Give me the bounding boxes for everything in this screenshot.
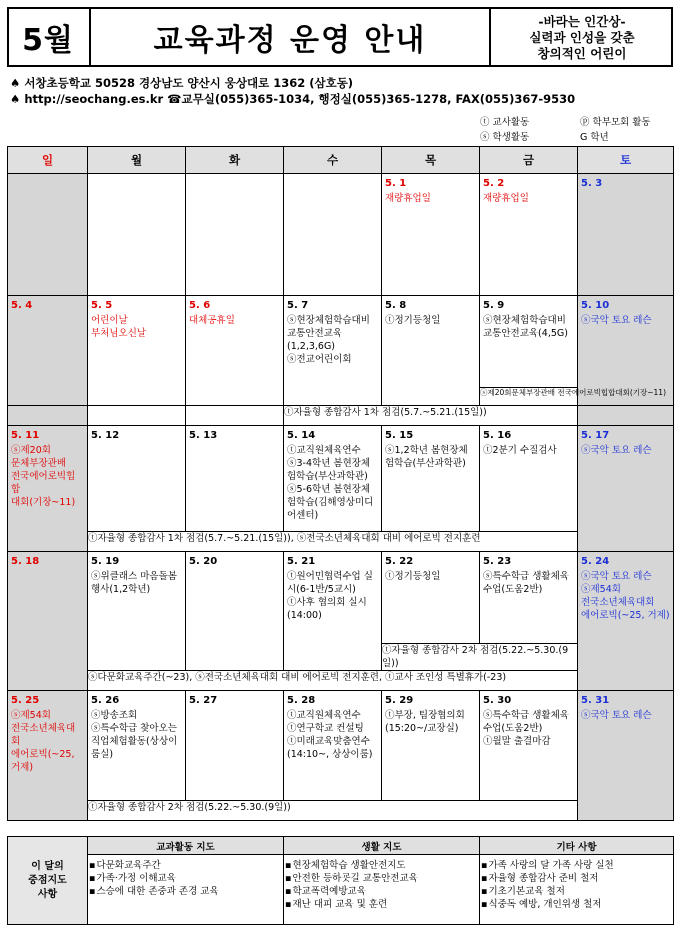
day-event: 거제): [11, 762, 34, 773]
day-event: 대체공휴일: [189, 315, 235, 326]
day-cell: [284, 296, 382, 406]
day-cell: [382, 174, 480, 296]
day-event: ⓢ전교어린이회: [287, 354, 352, 365]
spacer-cell: [578, 406, 674, 426]
day-cell: [578, 552, 674, 691]
day-event: 전국소년체육대회: [11, 723, 76, 747]
day-event: ⓣ정기등청일: [385, 571, 441, 582]
weekday-mon: 월: [88, 147, 186, 174]
day-number: 5. 26: [91, 695, 120, 706]
day-number: 5. 29: [385, 695, 414, 706]
week-row: [8, 552, 674, 644]
guidance-label-line: 이 달의: [31, 860, 64, 872]
spade-icon: ♠: [10, 76, 21, 90]
guidance-item: ▪ 자율형 종합감사 준비 철저: [490, 872, 673, 885]
week-row: [8, 174, 674, 296]
day-cell: [284, 426, 382, 532]
legend: [480, 115, 680, 145]
day-number: 5. 6: [189, 300, 211, 311]
day-event: 전국소년체육대회: [581, 597, 655, 608]
day-event: ⓢ방송조회: [91, 710, 138, 721]
guidance-item: ▪ 가족·가정 이해교육: [98, 872, 283, 885]
day-event: ⓢ3-4학년 봄현장체험학습(부산과학관): [287, 458, 371, 482]
day-cell: [186, 174, 284, 296]
day-event: ⓢ국악 토요 레슨: [581, 571, 652, 582]
note-row: [8, 532, 674, 552]
motto-line: 창의적인 어린이: [537, 46, 627, 61]
day-cell: [186, 296, 284, 406]
day-event: ⓣ사후 협의회 실시(14:00): [287, 597, 367, 621]
day-event: ⓣ부장, 팀장협의회(15:20~/교장실): [385, 710, 465, 734]
day-event: ⓢ제20회: [11, 445, 51, 456]
day-cell: [284, 174, 382, 296]
week-row: [8, 691, 674, 801]
spacer-cell: [8, 406, 88, 426]
monthly-guidance: [7, 836, 674, 925]
day-number: 5. 16: [483, 430, 512, 441]
weekday-sun: 일: [8, 147, 88, 174]
day-event: ⓢ제54회: [581, 584, 621, 595]
guidance-item: ▪ 식중독 예방, 개인위생 철저: [490, 898, 673, 911]
day-event: ⓣ미래교육맞춤연수(14:10~, 상상이룸): [287, 736, 373, 760]
day-number: 5. 8: [385, 300, 407, 311]
day-cell: [8, 426, 88, 552]
day-event: 에어로빅(~25, 거제): [581, 610, 670, 621]
period-note: ⓣ자율형 종합감사 1차 점검(5.7.~5.21.(15일)): [284, 406, 578, 426]
week-row: [8, 426, 674, 532]
day-event: ⓢ현장체험학습대비교통안전교육(4,5G): [483, 315, 568, 339]
day-event: ⓢ국악 토요 레슨: [581, 710, 652, 721]
day-cell: [382, 426, 480, 532]
guidance-column-title: 기타 사항: [480, 837, 674, 855]
day-cell: [8, 174, 88, 296]
legend-parent: ⓟ 학부모회 활동: [580, 117, 651, 128]
day-cell: [578, 174, 674, 296]
note-row: [8, 671, 674, 691]
day-event: ⓢ특수학급 생활체육수업(도움2반): [483, 571, 569, 595]
guidance-list: [284, 855, 480, 925]
day-number: 5. 7: [287, 300, 309, 311]
day-cell: [578, 426, 674, 552]
day-number: 5. 19: [91, 556, 120, 567]
day-event: 문체부장관배: [11, 458, 67, 469]
day-number: 5. 20: [189, 556, 218, 567]
day-number: 5. 28: [287, 695, 316, 706]
spade-icon: ♠: [10, 92, 21, 106]
day-number: 5. 18: [11, 556, 40, 567]
weekday-tue: 화: [186, 147, 284, 174]
period-note: ⓢ제20회문체부장관배 전국에어로빅힙합대회(기장~11): [480, 388, 674, 406]
day-cell: [284, 691, 382, 801]
day-number: 5. 17: [581, 430, 610, 441]
day-event: 에어로빅(~25,: [11, 749, 75, 760]
guidance-item: ▪ 다문화교육주간: [98, 859, 283, 872]
guidance-label-line: 사항: [37, 888, 58, 900]
day-number: 5. 1: [385, 178, 407, 189]
day-cell: [88, 691, 186, 801]
note-row: [8, 406, 674, 426]
day-cell: [480, 426, 578, 532]
day-number: 5. 21: [287, 556, 316, 567]
day-cell: [8, 296, 88, 406]
calendar-table: [7, 146, 674, 821]
day-event: 전국에어로빅힙합: [11, 471, 76, 495]
legend-student: ⓢ 학생활동: [480, 132, 530, 143]
day-event: ⓣ정기등청일: [385, 315, 441, 326]
period-note: ⓢ다문화교육주간(~23), ⓢ전국소년체육대회 대비 에어로빅 전지훈련, ⓣ교사 조인성 특별휴가(-23): [88, 671, 578, 691]
day-cell: [88, 552, 186, 671]
day-cell: [382, 296, 480, 406]
day-number: 5. 12: [91, 430, 120, 441]
day-event: ⓣ원어민협력수업 실시(6-1반/5교시): [287, 571, 373, 595]
day-event: 재량휴업일: [483, 193, 529, 204]
day-number: 5. 31: [581, 695, 610, 706]
period-note: ⓣ자율형 종합감사 2차 점검(5.22.~5.30.(9일)): [382, 644, 578, 671]
guidance-item: ▪ 스승에 대한 존중과 존경 교육: [98, 885, 283, 898]
day-event: 부처님오신날: [91, 328, 147, 339]
page-title: 교육과정 운영 안내: [91, 7, 491, 67]
guidance-item: ▪ 학교폭력예방교육: [294, 885, 479, 898]
day-cell: [480, 296, 578, 388]
day-number: 5. 25: [11, 695, 40, 706]
day-number: 5. 22: [385, 556, 414, 567]
motto-line: 실력과 인성을 갖춘: [529, 30, 635, 45]
day-cell: [578, 691, 674, 821]
day-number: 5. 9: [483, 300, 505, 311]
day-cell: [480, 552, 578, 644]
weekday-header-row: [8, 147, 674, 174]
day-event: ⓣ월말 출결마감: [483, 736, 551, 747]
day-cell: [8, 691, 88, 821]
weekday-sat: 토: [578, 147, 674, 174]
week-row: [8, 296, 674, 388]
weekday-wed: 수: [284, 147, 382, 174]
legend-grade: G 학년: [580, 132, 609, 143]
day-number: 5. 4: [11, 300, 33, 311]
day-event: ⓢ특수학급 생활체육수업(도움2반): [483, 710, 569, 734]
day-cell: [382, 552, 480, 644]
motto-line: -바라는 인간상-: [538, 14, 626, 29]
school-address: 서창초등학교 50528 경상남도 양산시 웅상대로 1362 (삼호동): [24, 76, 354, 90]
guidance-label: [8, 837, 88, 925]
school-motto: [491, 7, 673, 67]
day-event: ⓣ연구학교 컨설팅: [287, 723, 364, 734]
guidance-item: ▪ 안전한 등하굣길 교통안전교육: [294, 872, 479, 885]
day-number: 5. 30: [483, 695, 512, 706]
day-event: ⓢ국악 토요 레슨: [581, 315, 652, 326]
period-note: ⓣ자율형 종합감사 1차 점검(5.7.~5.21.(15일)), ⓢ전국소년체육대회 대비 에어로빅 전지훈련: [88, 532, 578, 552]
weekday-thu: 목: [382, 147, 480, 174]
spacer-cell: [186, 406, 284, 426]
guidance-item: ▪ 가족 사랑의 달 가족 사랑 실천: [490, 859, 673, 872]
day-event: ⓢ5-6학년 봄현장체험학습(김해영상미디어센터): [287, 484, 374, 521]
day-event: ⓣ교직원체육연수: [287, 445, 361, 456]
month-label: 5월: [7, 7, 91, 67]
day-event: ⓣ2분기 수질검사: [483, 445, 557, 456]
day-event: ⓣ교직원체육연수: [287, 710, 361, 721]
day-number: 5. 2: [483, 178, 505, 189]
day-cell: [88, 296, 186, 406]
day-cell: [88, 426, 186, 532]
day-number: 5. 23: [483, 556, 512, 567]
day-cell: [186, 426, 284, 532]
weekday-fri: 금: [480, 147, 578, 174]
guidance-item: ▪ 현장체험학습 생활안전지도: [294, 859, 479, 872]
day-number: 5. 27: [189, 695, 218, 706]
guidance-item: ▪ 재난 대피 교육 및 훈련: [294, 898, 479, 911]
day-number: 5. 13: [189, 430, 218, 441]
guidance-column-title: 교과활동 지도: [88, 837, 284, 855]
guidance-item: ▪ 기초기본교육 철저: [490, 885, 673, 898]
day-number: 5. 5: [91, 300, 113, 311]
spacer-cell: [88, 406, 186, 426]
day-cell: [88, 174, 186, 296]
day-cell: [284, 552, 382, 671]
day-event: ⓢ국악 토요 레슨: [581, 445, 652, 456]
guidance-label-line: 중점지도: [28, 874, 67, 886]
day-number: 5. 10: [581, 300, 610, 311]
day-event: 재량휴업일: [385, 193, 431, 204]
day-number: 5. 24: [581, 556, 610, 567]
day-cell: [186, 552, 284, 671]
period-note: ⓣ자율형 종합감사 2차 점검(5.22.~5.30.(9일)): [88, 801, 578, 821]
day-event: ⓢ제54회: [11, 710, 51, 721]
day-number: 5. 15: [385, 430, 414, 441]
day-event: ⓢ현장체험학습대비교통안전교육(1,2,3,6G): [287, 315, 370, 352]
legend-teacher: ⓣ 교사활동: [480, 117, 530, 128]
day-number: 5. 3: [581, 178, 603, 189]
day-event: 대회(기장~11): [11, 497, 76, 508]
guidance-list: [88, 855, 284, 925]
day-event: ⓢ위클래스 마음돌봄행사(1,2학년): [91, 571, 177, 595]
day-cell: [480, 691, 578, 801]
school-contact[interactable]: http://seochang.es.kr ☎교무실(055)365-1034, 행정실(055)365-1278, FAX(055)367-9530: [24, 92, 576, 106]
day-number: 5. 11: [11, 430, 40, 441]
school-info: [10, 75, 670, 107]
guidance-list: [480, 855, 674, 925]
day-cell: [186, 691, 284, 801]
guidance-column-title: 생활 지도: [284, 837, 480, 855]
day-cell: [382, 691, 480, 801]
day-event: ⓢ1,2학년 봄현장체험학습(부산과학관): [385, 445, 468, 469]
note-row: [8, 801, 674, 821]
day-cell: [8, 552, 88, 691]
day-cell: [480, 174, 578, 296]
day-event: ⓢ특수학급 찾아오는 직업체험활동(상상이룸실): [91, 723, 178, 760]
day-number: 5. 14: [287, 430, 316, 441]
day-event: 어린이날: [91, 315, 128, 326]
